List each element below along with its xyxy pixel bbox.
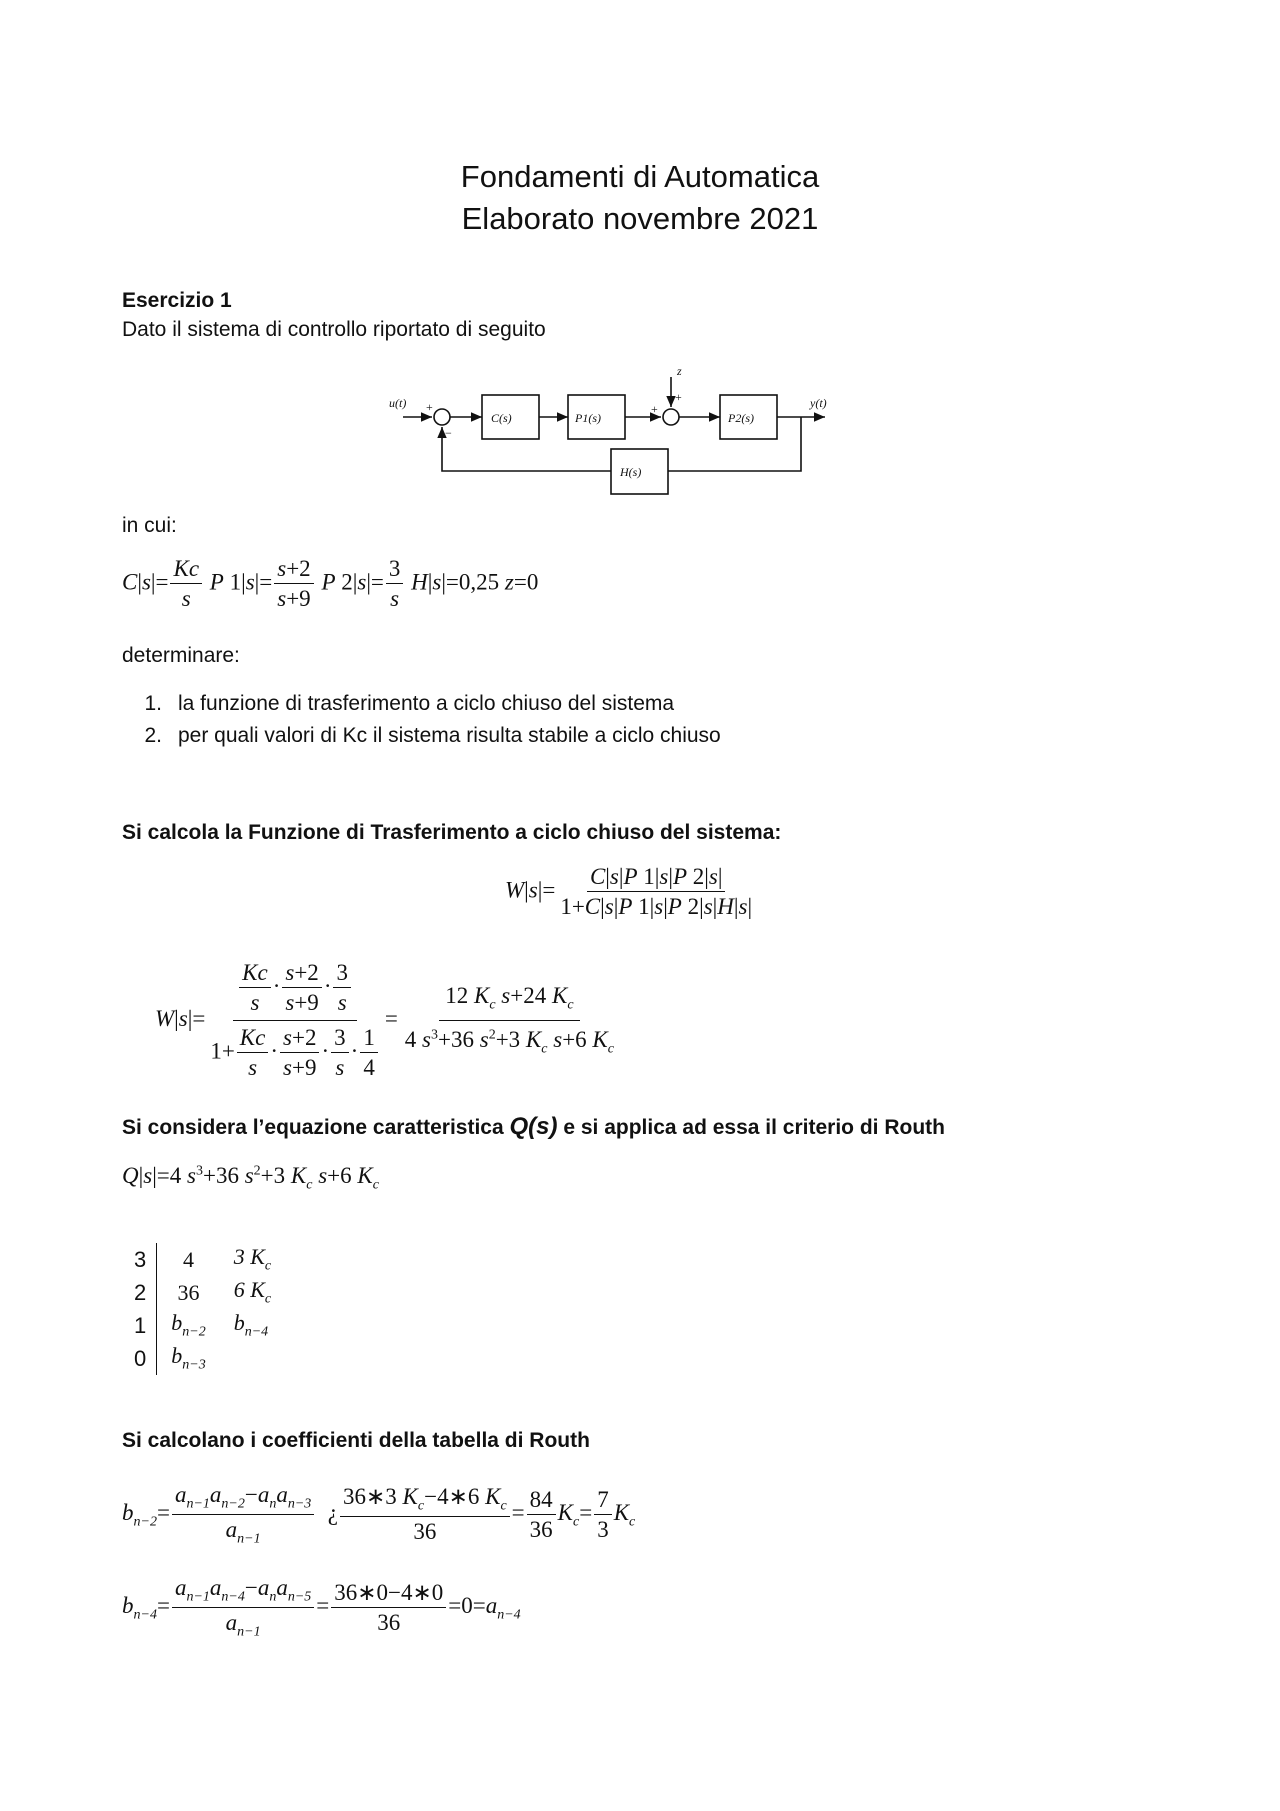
closed-loop-tf-expanded: W|s|= $\frac{Kc}{s}$ · $\frac{s+2}{s+9}$ · $\frac{3}{s}$ 1+ $\frac{Kc}{s}$ · $\frac{s+2}{s+9}$ · $\frac{3}{s}$ · $\frac{1}{4}$ = $\frac{12 K_c s+24 K_c}{4 s^3+36 s^2+3 K_c s+6 K_c}$	[155, 960, 614, 1080]
minus-sign: −	[445, 426, 452, 440]
plus-sign-3: +	[651, 402, 658, 416]
output-label: y(t)	[810, 396, 827, 410]
bn4-formula: $b_{n-4}=$ $\frac{a_{n-1}a_{n-4}-a_na_{n-5}}{a_{n-1}}$ = $\frac{36∗0-4∗0}{36}$ $=0=a_{n-4}$	[122, 1575, 521, 1640]
task-list	[122, 690, 721, 750]
list-item: 2. per quali valori di Kc il sistema risulta stabile a ciclo chiuso	[144, 724, 721, 747]
disturbance-label: z	[677, 365, 682, 378]
block-H-label: H(s)	[620, 465, 642, 479]
summing-junction-2	[663, 409, 679, 425]
exercise-intro: Dato il sistema di controllo riportato di seguito	[122, 318, 546, 341]
char-eq-formula: Q|s|=4 $s^3+36$ $s^2+3$ $K_c$ s+6 $K_c$	[122, 1163, 379, 1193]
plus-sign-1: +	[426, 400, 433, 414]
table-row: 2 36 6 $K_c$	[128, 1276, 285, 1309]
table-row: 3 4 3 $K_c$	[128, 1243, 285, 1276]
block-C-label: C(s)	[491, 411, 512, 425]
determinare-label: determinare:	[122, 644, 240, 667]
summing-junction-1	[434, 409, 450, 425]
block-P1-label: P1(s)	[575, 411, 601, 425]
block-P2-label: P2(s)	[728, 411, 754, 425]
table-row: 0 $b_{n-3}$	[128, 1342, 285, 1375]
definitions-formula: C|s|= $\frac{Kc}{s}$ P 1|s|= $\frac{s+2}{s+9}$ P 2|s|= $\frac{3}{s}$ H|s|=0,25 z=0	[122, 556, 539, 611]
char-eq-heading: Si considera l’equazione caratteristica Q(s) e si applica ad essa il criterio di Routh	[122, 1113, 945, 1140]
bn2-formula: $b_{n-2}=$ $\frac{a_{n-1}a_{n-2}-a_na_{n-3}}{a_{n-1}}$ ¿ $\frac{36∗3 K_c-4∗6 K_c}{36}$ = $\frac{84}{36}$ $K_c=$ $\frac{7}{3}$ $K_c$	[122, 1482, 636, 1547]
document-title-line1: Fondamenti di Automatica	[460, 159, 820, 194]
in-cui-label: in cui:	[122, 514, 177, 537]
document-title-line2: Elaborato novembre 2021	[461, 201, 819, 236]
closed-loop-tf-formula: W|s|= $\frac{C|s|P 1|s|P 2|s|}{1+C|s|P 1|s|P 2|s|H|s|}$	[505, 864, 753, 919]
list-item: 1. la funzione di trasferimento a ciclo chiuso del sistema	[144, 692, 675, 715]
ft-heading: Si calcola la Funzione di Trasferimento a ciclo chiuso del sistema:	[122, 821, 782, 844]
input-label: u(t)	[389, 396, 407, 410]
exercise-heading: Esercizio 1	[122, 289, 232, 312]
coeff-heading: Si calcolano i coefficienti della tabella di Routh	[122, 1429, 590, 1452]
plus-sign-2: +	[675, 390, 682, 404]
table-row: 1 $b_{n-2}$ $b_{n-4}$	[128, 1309, 285, 1342]
routh-table	[128, 1243, 286, 1375]
block-diagram	[385, 365, 845, 500]
